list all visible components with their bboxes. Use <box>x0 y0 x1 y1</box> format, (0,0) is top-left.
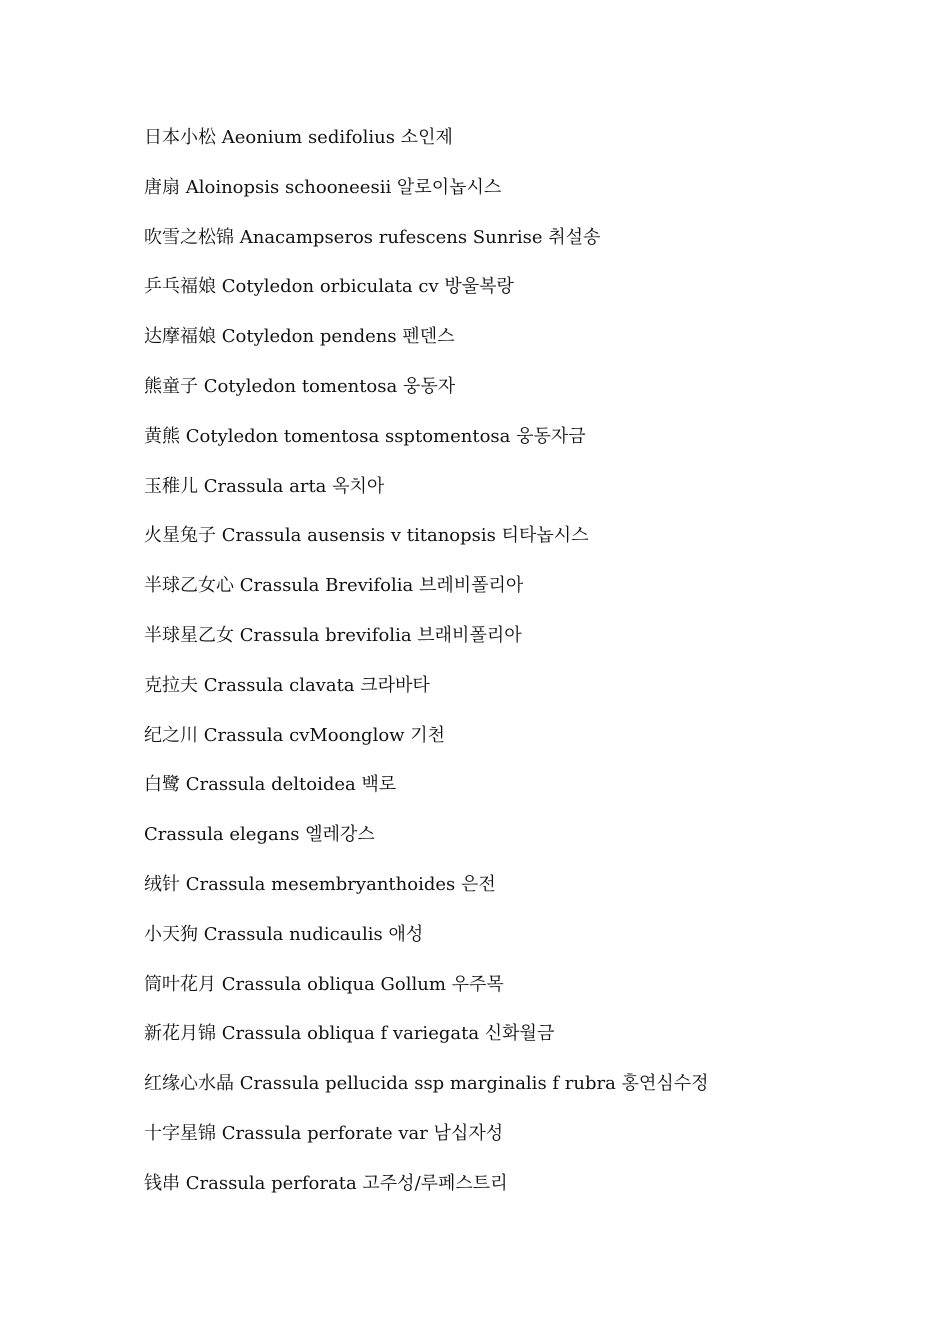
list-item: 红缘心水晶 Crassula pellucida ssp marginalis f rubra 홍연심수정 <box>144 1073 709 1095</box>
list-item: 半球星乙女 Crassula brevifolia 브래비폴리아 <box>144 624 522 646</box>
list-item: 唐扇 Aloinopsis schooneesii 알로이놉시스 <box>144 176 502 198</box>
plant-name-list <box>144 123 709 1219</box>
list-item: 白鹭 Crassula deltoidea 백로 <box>144 774 397 796</box>
list-item: 达摩福娘 Cotyledon pendens 펜덴스 <box>144 326 455 348</box>
list-item: 筒叶花月 Crassula obliqua Gollum 우주목 <box>144 973 504 995</box>
list-item: 克拉夫 Crassula clavata 크라바타 <box>144 674 430 696</box>
list-item: 熊童子 Cotyledon tomentosa 웅동자 <box>144 375 456 397</box>
list-item: 绒针 Crassula mesembryanthoides 은전 <box>144 873 496 895</box>
list-item: 日本小松 Aeonium sedifolius 소인제 <box>144 127 453 148</box>
list-item: 小天狗 Crassula nudicaulis 애성 <box>144 923 424 945</box>
list-item: 纪之川 Crassula cvMoonglow 기천 <box>144 724 446 746</box>
list-item: 黄熊 Cotyledon tomentosa ssptomentosa 웅동자금 <box>144 425 586 447</box>
list-item: 火星兔子 Crassula ausensis v titanopsis 티타놉시스 <box>144 525 589 547</box>
list-item: 玉稚儿 Crassula arta 옥치아 <box>144 475 385 497</box>
list-item: Crassula elegans 엘레강스 <box>144 824 375 846</box>
list-item: 半球乙女心 Crassula Brevifolia 브레비폴리아 <box>144 575 524 597</box>
list-item: 新花月锦 Crassula obliqua f variegata 신화월금 <box>144 1023 555 1045</box>
list-item: 吹雪之松锦 Anacampseros rufescens Sunrise 취설송 <box>144 226 601 248</box>
list-item: 十字星锦 Crassula perforate var 남십자성 <box>144 1122 504 1144</box>
list-item: 乒乓福娘 Cotyledon orbiculata cv 방울복랑 <box>144 276 514 298</box>
list-item: 钱串 Crassula perforata 고주성/루페스트리 <box>144 1172 508 1194</box>
